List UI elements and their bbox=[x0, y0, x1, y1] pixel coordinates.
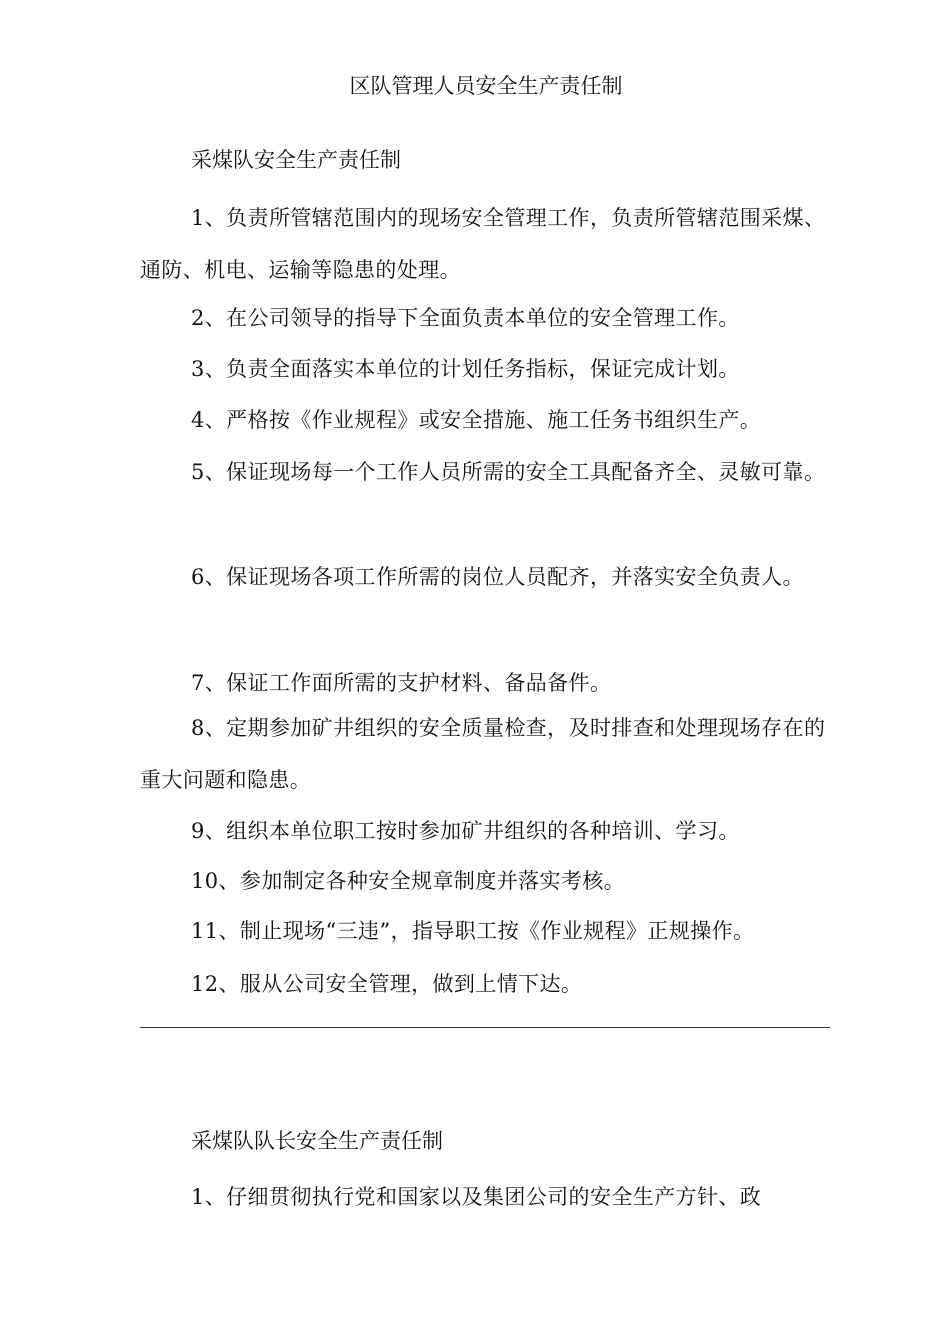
list-item: 12、服从公司安全管理，做到上情下达。 bbox=[191, 972, 583, 996]
list-item: 10、参加制定各种安全规章制度并落实考核。 bbox=[191, 869, 626, 893]
section-heading: 采煤队队长安全生产责任制 bbox=[191, 1129, 443, 1153]
page-divider bbox=[140, 1027, 830, 1028]
list-item: 2、在公司领导的指导下全面负责本单位的安全管理工作。 bbox=[191, 306, 740, 330]
section-heading: 采煤队安全生产责任制 bbox=[191, 148, 401, 172]
list-item: 6、保证现场各项工作所需的岗位人员配齐，并落实安全负责人。 bbox=[191, 565, 804, 589]
list-item: 1、负责所管辖范围内的现场安全管理工作，负责所管辖范围采煤、通防、机电、运输等隐患的处理。 bbox=[140, 206, 826, 282]
document-title: 区队管理人员安全生产责任制 bbox=[349, 74, 623, 98]
list-item: 4、严格按《作业规程》或安全措施、施工任务书组织生产。 bbox=[191, 408, 762, 432]
list-item: 11、制止现场“三违”，指导职工按《作业规程》正规操作。 bbox=[191, 919, 755, 943]
list-item: 7、保证工作面所需的支护材料、备品备件。 bbox=[191, 671, 612, 695]
list-item: 5、保证现场每一个工作人员所需的安全工具配备齐全、灵敏可靠。 bbox=[191, 460, 826, 484]
list-item: 1、仔细贯彻执行党和国家以及集团公司的安全生产方针、政 bbox=[191, 1185, 762, 1209]
list-item: 8、定期参加矿井组织的安全质量检查，及时排查和处理现场存在的重大问题和隐患。 bbox=[140, 716, 826, 792]
list-item: 3、负责全面落实本单位的计划任务指标，保证完成计划。 bbox=[191, 357, 740, 381]
list-item: 9、组织本单位职工按时参加矿井组织的各种培训、学习。 bbox=[191, 819, 740, 843]
